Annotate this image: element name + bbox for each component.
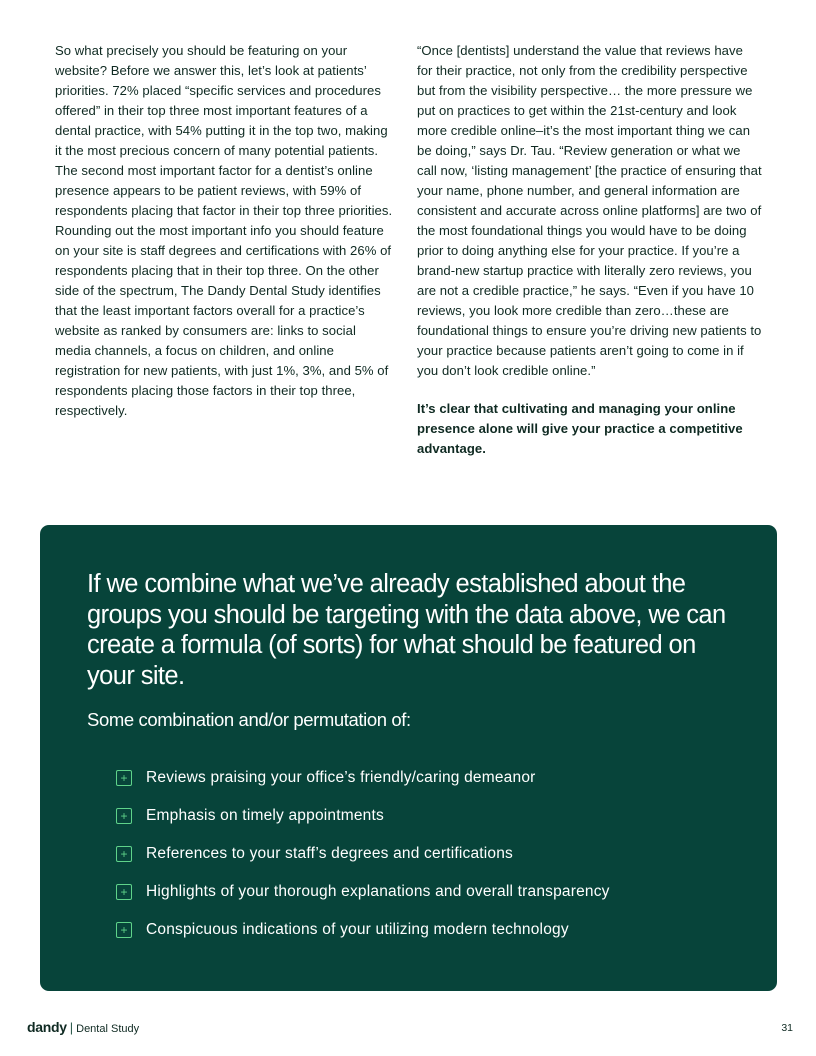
footer-logo	[27, 1019, 139, 1037]
plus-box-icon: +	[116, 808, 132, 824]
right-column	[417, 41, 762, 459]
list-item-text: Highlights of your thorough explanations and overall transparency	[146, 883, 610, 900]
footer-study-label: Dental Study	[76, 1023, 140, 1035]
callout-subheading: Some combination and/or permutation of:	[87, 709, 411, 730]
list-item	[116, 768, 610, 806]
callout-box	[40, 525, 777, 991]
list-item	[116, 806, 610, 844]
quote-paragraph: “Once [dentists] understand the value that reviews have for their practice, not only from the credibility perspective but from the visibility perspective… the more pressure we put on practices to get within the 21st-century and look more credible online–it’s the most important thing we can be doing,” says Dr. Tau. “Review generation or what we call now, ‘listing management’ [the practice of ensuring that your name, phone number, and general information are consistent and accurate across online platforms] are two of the most foundational things you would have to be doing prior to doing anything else for your practice. If you’re a brand-new startup practice with literally zero reviews, you are not a credible practice,” he says. “Even if you have 10 reviews, you look more credible than zero…these are foundational things to ensure you’re driving new patients to your practice because patients aren’t going to come in if you don’t look credible online.”	[417, 43, 762, 378]
plus-box-icon: +	[116, 884, 132, 900]
footer-separator: |	[69, 1020, 74, 1035]
list-item-text: Reviews praising your office’s friendly/caring demeanor	[146, 769, 536, 786]
list-item	[116, 844, 610, 882]
left-column	[55, 41, 395, 421]
callout-heading: If we combine what we’ve already established about the groups you should be targeting with the data above, we can create a formula (of sorts) for what should be featured on your site.	[87, 570, 726, 690]
page-number: 31	[781, 1022, 793, 1034]
conclusion-paragraph: It’s clear that cultivating and managing your online presence alone will give your practice a competitive advantage.	[417, 401, 743, 456]
list-item	[116, 920, 610, 958]
plus-box-icon: +	[116, 770, 132, 786]
list-item-text: References to your staff’s degrees and certifications	[146, 845, 514, 862]
brand-name: dandy	[27, 1019, 67, 1035]
plus-box-icon: +	[116, 922, 132, 938]
list-item	[116, 882, 610, 920]
plus-box-icon: +	[116, 846, 132, 862]
left-paragraph: So what precisely you should be featuring on your website? Before we answer this, let’s look at patients’ priorities. 72% placed “specific services and procedures offered” in their top three most important features of a dental practice, with 54% putting it in the top two, making it the most precious concern of many potential patients. The second most important factor for a dentist’s online presence appears to be patient reviews, with 59% of respondents placing that factor in their top three priorities. Rounding out the most important info you should feature on your site is staff degrees and certifications with 26% of respondents placing that in their top three. On the other side of the spectrum, The Dandy Dental Study identifies that the least important factors overall for a practice’s website as ranked by consumers are: links to social media channels, a focus on children, and online registration for new patients, with just 1%, 3%, and 5% of respondents placing those factors in their top three, respectively.	[55, 43, 393, 418]
list-item-text: Conspicuous indications of your utilizing modern technology	[146, 921, 569, 938]
list-item-text: Emphasis on timely appointments	[146, 807, 384, 824]
callout-list	[116, 768, 610, 958]
